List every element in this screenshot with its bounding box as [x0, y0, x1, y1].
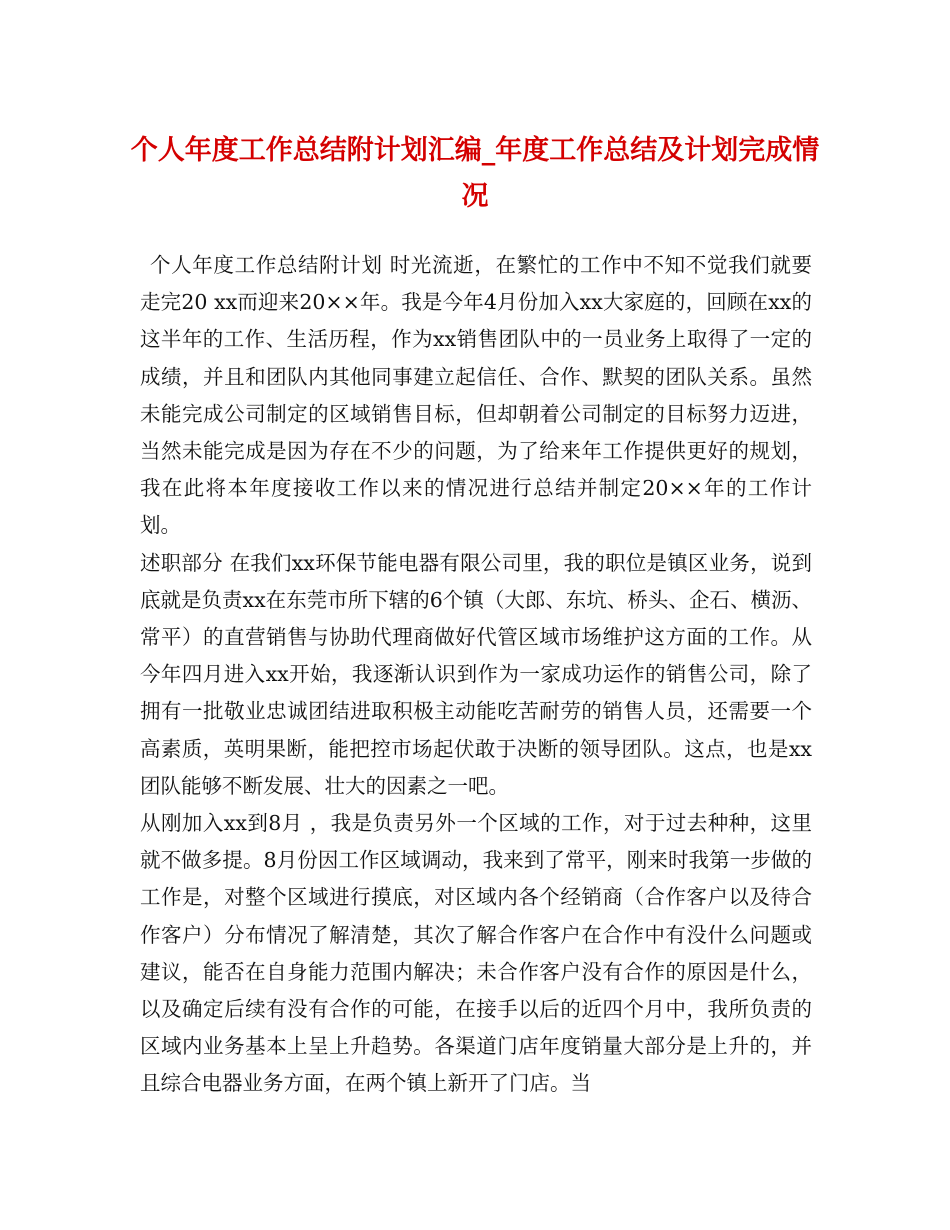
document-title: 个人年度工作总结附计划汇编_年度工作总结及计划完成情况	[130, 135, 820, 212]
paragraph-intro: 个人年度工作总结附计划 时光流逝，在繁忙的工作中不知不觉我们就要走完20 xx而迎来20××年。我是今年4月份加入xx大家庭的，回顾在xx的这半年的工作、生活历程，作为xx销售团队中的一员业务上取得了一定的成绩，并且和团队内其他同事建立起信任、合作、默契的团队关系。虽然未能完成公司制定的区域销售目标，但却朝着公司制定的目标努力迈进，当然未能完成是因为存在不少的问题，为了给来年工作提供更好的规划，我在此将本年度接收工作以来的情况进行总结并制定20××年的工作计划。	[140, 253, 812, 538]
document-body	[140, 247, 812, 1103]
paragraph-duty-report: 述职部分 在我们xx环保节能电器有限公司里，我的职位是镇区业务，说到底就是负责xx在东莞市所下辖的6个镇（大郎、东坑、桥头、企石、横沥、常平）的直营销售与协助代理商做好代管区域市场维护这方面的工作。从今年四月进入xx开始，我逐渐认识到作为一家成功运作的销售公司，除了拥有一批敬业忠诚团结进取积极主动能吃苦耐劳的销售人员，还需要一个高素质，英明果断，能把控市场起伏敢于决断的领导团队。这点，也是xx团队能够不断发展、壮大的因素之一吧。	[140, 550, 812, 798]
paragraph-work-review: 从刚加入xx到8月 ，我是负责另外一个区域的工作，对于过去种种，这里就不做多提。8月份因工作区域调动，我来到了常平，刚来时我第一步做的工作是，对整个区域进行摸底，对区域内各个经销商（合作客户以及待合作客户）分布情况了解清楚，其次了解合作客户在合作中有没什么问题或建议，能否在自身能力范围内解决；未合作客户没有合作的原因是什么，以及确定后续有没有合作的可能，在接手以后的近四个月中，我所负责的区域内业务基本上呈上升趋势。各渠道门店年度销量大部分是上升的，并且综合电器业务方面，在两个镇上新开了门店。当	[140, 811, 812, 1096]
